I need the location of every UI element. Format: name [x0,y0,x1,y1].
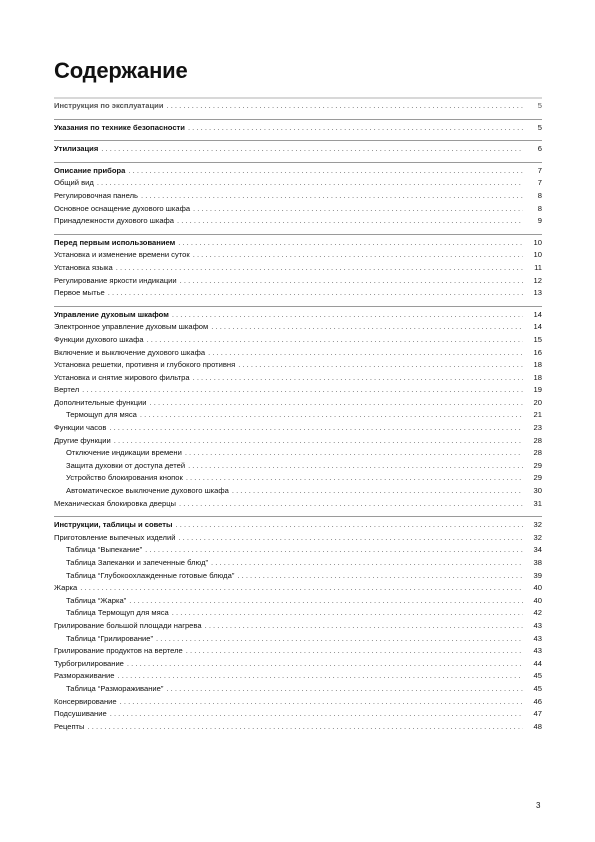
toc-entry-page: 7 [537,165,542,175]
toc-entry[interactable] [54,557,542,570]
toc-entry-page: 16 [533,347,542,357]
toc-entry-page: 47 [533,709,542,719]
toc-entry-label: Таблица Запеканки и запеченные блюд” [66,558,209,567]
dot-leader [150,397,523,410]
toc-entry[interactable] [54,658,542,671]
toc-entry-page: 18 [533,360,542,370]
toc-entry-page: 10 [533,237,542,247]
toc-entry[interactable] [54,203,542,216]
dot-leader [147,334,523,347]
toc-entry[interactable] [54,472,542,485]
toc-entry-label: Таблица Термощуп для мяса [66,608,169,618]
toc-section [54,119,542,135]
toc-entry-label: Управление духовым шкафом [54,309,169,319]
dot-leader [117,670,523,683]
toc-entry-page: 32 [533,520,542,530]
dot-leader [172,607,523,620]
toc-entry[interactable] [54,595,542,608]
dot-leader [120,696,523,709]
toc-entry-label: Перед первым использованием [54,237,176,247]
toc-entry[interactable] [54,544,542,557]
toc-entry-label: Таблица “Грилирование” [66,633,154,643]
toc-entry[interactable] [54,447,542,460]
toc-entry-label: Дополнительные функции [54,397,147,407]
toc-section-heading[interactable] [54,100,542,113]
toc-entry-page: 9 [537,216,542,226]
toc-entry-page: 23 [533,423,542,433]
dot-leader [177,215,523,228]
toc-entry-label: Турбогрилирование [54,658,124,668]
dot-leader [109,422,523,435]
toc-entry-page: 44 [533,658,542,668]
toc-entry-label: Инструкция по эксплуатации [54,101,164,110]
toc-entry-page: 45 [533,671,542,681]
toc-entry[interactable] [54,347,542,360]
toc-entry[interactable] [54,607,542,620]
dot-leader [188,460,523,473]
toc-entry-label: Размораживание [54,671,115,681]
toc-entry[interactable] [54,409,542,422]
toc-entry-label: Функции часов [54,423,107,433]
toc-entry-page: 31 [533,498,542,508]
dot-leader [114,435,523,448]
toc-entry[interactable] [54,384,542,397]
toc-entry-label: Автоматическое выключение духового шкафа [66,486,229,496]
toc-entry[interactable] [54,397,542,410]
toc-entry-page: 48 [533,721,542,731]
toc-entry-label: Отключение индикации времени [66,448,182,458]
toc-entry-label: Электронное управление духовым шкафом [54,322,209,332]
dot-leader [211,321,523,334]
toc-entry-page: 30 [533,486,542,496]
toc-entry-page: 12 [533,275,542,285]
toc-entry[interactable] [54,287,542,300]
toc-entry-label: Таблица “Жарка” [66,595,127,605]
toc-entry-page: 40 [533,583,542,593]
toc-entry-page: 39 [533,570,542,580]
page-number: 3 [536,801,541,810]
dot-leader [166,100,523,113]
toc-entry-label: Механическая блокировка дверцы [54,498,176,508]
toc-entry[interactable] [54,359,542,372]
toc-entry-label: Защита духовки от доступа детей [66,460,186,470]
dot-leader [186,645,523,658]
toc-section-heading[interactable] [54,309,542,322]
toc-entry[interactable] [54,620,542,633]
toc-entry[interactable] [54,633,542,646]
toc-entry-page: 5 [537,101,542,110]
toc-section-heading[interactable] [54,122,542,135]
toc-entry-page: 29 [533,473,542,483]
toc-entry-label: Устройство блокирования кнопок [66,473,183,483]
toc-entry-page: 7 [537,178,542,188]
toc-entry-label: Первое мытье [54,288,105,298]
dot-leader [128,165,523,178]
dot-leader [180,275,523,288]
toc-entry-page: 5 [537,122,542,132]
toc-entry[interactable] [54,582,542,595]
dot-leader [110,708,523,721]
dot-leader [80,582,523,595]
toc-entry[interactable] [54,708,542,721]
toc-entry-label: Подсушивание [54,709,107,719]
toc-entry[interactable] [54,321,542,334]
toc-entry[interactable] [54,372,542,385]
toc-section-heading[interactable] [54,165,542,178]
toc-section [54,306,542,511]
toc-entry-page: 43 [533,620,542,630]
toc-entry[interactable] [54,485,542,498]
toc-entry-page: 32 [533,532,542,542]
dot-leader [211,557,523,570]
toc-entry-label: Установка решетки, противня и глубокого противня [54,360,236,370]
dot-leader [178,237,523,250]
toc-entry-label: Утилизация [54,144,99,154]
toc-entry[interactable] [54,721,542,734]
toc-section [54,162,542,228]
dot-leader [129,595,523,608]
toc-entry-page: 29 [533,460,542,470]
toc-entry-label: Инструкции, таблицы и советы [54,520,173,530]
dot-leader [108,287,523,300]
toc-section [54,516,542,733]
dot-leader [127,658,523,671]
toc-entry-label: Общий вид [54,178,94,188]
toc-entry-page: 46 [533,696,542,706]
toc-entry-label: Рецепты [54,721,85,731]
toc-entry-label: Вертел [54,385,80,395]
toc-entry[interactable] [54,177,542,190]
toc-entry-page: 8 [537,203,542,213]
toc-entry-page: 15 [533,334,542,344]
dot-leader [179,498,523,511]
toc-entry[interactable] [54,262,542,275]
toc-entry-label: Жарка [54,583,78,593]
dot-leader [116,262,523,275]
toc-entry-page: 40 [533,595,542,605]
toc-entry-page: 11 [534,262,542,272]
toc-section [54,97,542,113]
toc-entry-page: 43 [533,633,542,643]
toc-entry-label: Указания по технике безопасности [54,122,185,132]
toc-entry-page: 45 [533,683,542,693]
dot-leader [141,190,523,203]
dot-leader [178,532,523,545]
toc-section [54,140,542,156]
dot-leader [101,143,523,156]
toc-entry[interactable] [54,498,542,511]
toc-entry-page: 13 [533,288,542,298]
dot-leader [208,347,523,360]
dot-leader [140,409,523,422]
table-of-contents [54,97,542,739]
toc-section-heading[interactable] [54,143,542,156]
page-title: Содержание [54,58,188,83]
dot-leader [232,485,523,498]
toc-entry[interactable] [54,683,542,696]
toc-entry[interactable] [54,532,542,545]
dot-leader [172,309,523,322]
toc-entry-label: Установка и снятие жирового фильтра [54,372,190,382]
toc-section-heading[interactable] [54,237,542,250]
toc-entry[interactable] [54,570,542,583]
dot-leader [82,384,523,397]
toc-entry-page: 14 [533,309,542,319]
toc-section [54,234,542,300]
toc-entry-label: Установка языка [54,262,113,272]
toc-entry-page: 28 [533,435,542,445]
toc-entry-label: Описание прибора [54,165,126,175]
toc-entry-page: 19 [533,385,542,395]
toc-entry-label: Приготовление выпечных изделий [54,532,176,542]
toc-entry[interactable] [54,460,542,473]
toc-entry-page: 18 [533,372,542,382]
toc-entry-page: 28 [533,448,542,458]
dot-leader [97,177,523,190]
toc-entry-label: Регулировочная панель [54,190,138,200]
dot-leader [205,620,523,633]
toc-entry[interactable] [54,190,542,203]
toc-entry[interactable] [54,435,542,448]
toc-entry-page: 21 [533,410,542,420]
toc-entry-label: Консервирование [54,696,117,706]
dot-leader [88,721,524,734]
toc-entry[interactable] [54,249,542,262]
dot-leader [188,122,523,135]
toc-entry-label: Регулирование яркости индикации [54,275,177,285]
toc-entry-page: 34 [533,545,542,555]
toc-entry-page: 6 [537,144,542,154]
toc-section-heading[interactable] [54,519,542,532]
toc-entry[interactable] [54,696,542,709]
dot-leader [193,249,523,262]
toc-entry-label: Функции духового шкафа [54,334,144,344]
toc-entry-label: Включение и выключение духового шкафа [54,347,206,357]
toc-entry[interactable] [54,334,542,347]
dot-leader [237,570,523,583]
toc-entry[interactable] [54,215,542,228]
toc-entry-label: Таблица “Выпекание” [66,545,143,555]
toc-entry-page: 42 [533,608,542,618]
toc-entry-page: 10 [533,250,542,260]
toc-entry[interactable] [54,645,542,658]
dot-leader [166,683,523,696]
toc-entry-label: Принадлежности духового шкафа [54,216,175,226]
toc-entry-label: Основное оснащение духового шкафа [54,203,191,213]
dot-leader [193,203,523,216]
toc-entry-label: Установка и изменение времени суток [54,250,190,260]
toc-entry-page: 38 [533,558,542,567]
toc-entry-page: 14 [533,322,542,332]
toc-entry-label: Грилирование продуктов на вертеле [54,646,183,656]
dot-leader [238,359,523,372]
toc-entry-label: Грилирование большой площади нагрева [54,620,202,630]
toc-entry[interactable] [54,422,542,435]
toc-entry-label: Таблица “Размораживание” [66,683,164,693]
toc-entry[interactable] [54,670,542,683]
dot-leader [185,447,523,460]
toc-entry[interactable] [54,275,542,288]
toc-entry-page: 20 [533,397,542,407]
toc-entry-label: Таблица “Глубокоохлажденные готовые блюда” [66,570,235,580]
dot-leader [145,544,523,557]
toc-entry-label: Другие функции [54,435,111,445]
dot-leader [193,372,523,385]
dot-leader [156,633,523,646]
dot-leader [186,472,523,485]
toc-entry-page: 43 [533,646,542,656]
dot-leader [176,519,523,532]
toc-entry-label: Термощуп для мяса [66,410,137,420]
toc-entry-page: 8 [537,190,542,200]
